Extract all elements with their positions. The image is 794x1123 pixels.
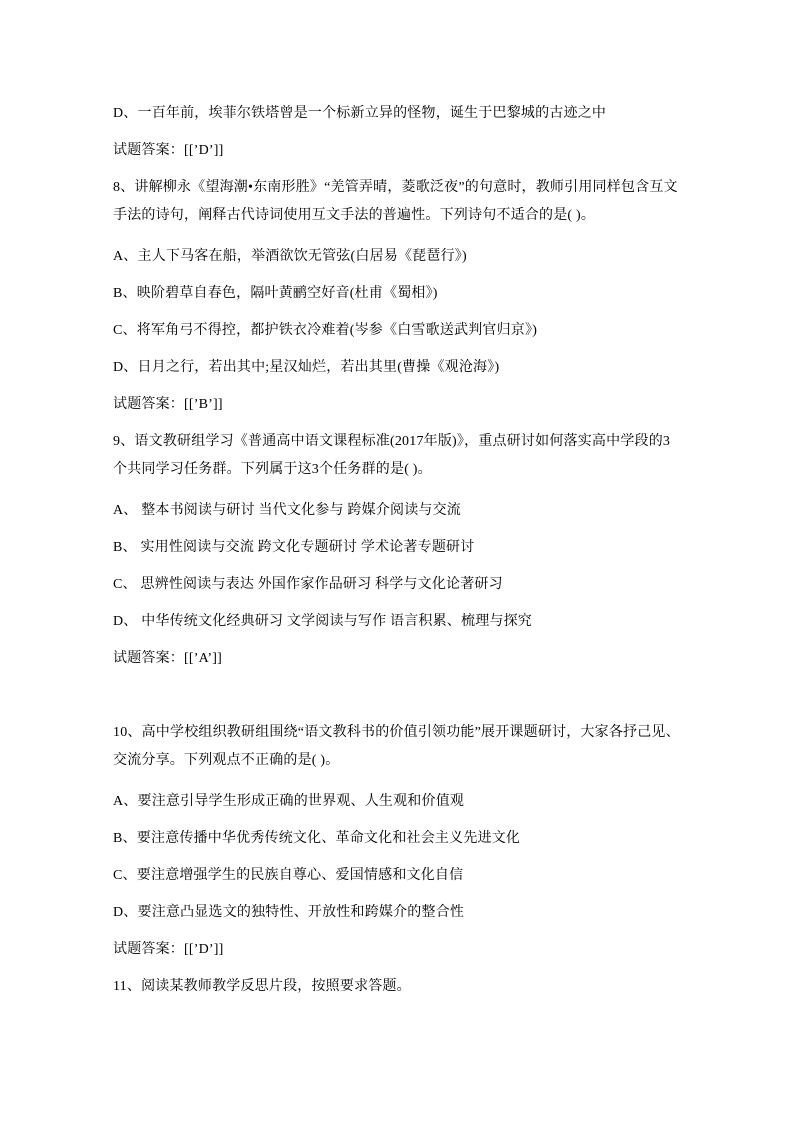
blank-line [113,682,682,710]
option-line: B、 实用性阅读与交流 跨文化专题研讨 学术论著专题研讨 [113,540,475,555]
question-stem: 8、讲解柳永《望海潮•东南形胜》“羌管弄晴，菱歌泛夜”的句意时，教师引用同样包含互文手法的诗句，阐释古代诗词使用互文手法的普遍性。下列诗句不适合的是( )。 [113,180,678,223]
option-line: B、要注意传播中华优秀传统文化、革命文化和社会主义先进文化 [113,831,521,846]
answer-line: 试题答案：[[’D’]] [113,143,224,158]
answer-line: 试题答案：[[’A’]] [113,651,222,666]
question-stem: 11、阅读某教师教学反思片段，按照要求答题。 [113,979,411,994]
question-block [113,719,682,964]
option-line: D、一百年前，埃菲尔铁塔曾是一个标新立异的怪物，诞生于巴黎城的古迹之中 [113,106,607,121]
option-line: A、要注意引导学生形成正确的世界观、人生观和价值观 [113,794,465,809]
option-line: D、要注意凸显选文的独特性、开放性和跨媒介的整合性 [113,905,465,920]
question-list [113,174,682,964]
option-line: A、 整本书阅读与研讨 当代文化参与 跨媒介阅读与交流 [113,503,462,518]
option-line: B、映阶碧草自春色，隔叶黄鹂空好音(杜甫《蜀相》) [113,286,438,301]
option-line: C、要注意增强学生的民族自尊心、爱国情感和文化自信 [113,868,464,883]
question-stem: 9、语文教研组学习《普通高中语文课程标准(2017年版)》，重点研讨如何落实高中学段的3个共同学习任务群。下列属于这3个任务群的是( )。 [113,434,671,477]
option-line: D、日月之行，若出其中;星汉灿烂，若出其里(曹操《观沧海》) [113,360,500,375]
answer-line: 试题答案：[[’D’]] [113,942,224,957]
answer-line: 试题答案：[[’B’]] [113,397,223,412]
question-stem: 10、高中学校组织教研组围绕“语文教科书的价值引领功能”展开课题研讨，大家各抒己见、交流分享。下列观点不正确的是( )。 [113,725,680,768]
option-line: C、将军角弓不得控，都护铁衣冷难着(岑参《白雪歌送武判官归京》) [113,323,538,338]
option-line: D、 中华传统文化经典研习 文学阅读与写作 语言积累、梳理与探究 [113,614,533,629]
question-block [113,428,682,673]
option-line: C、 思辨性阅读与表达 外国作家作品研习 科学与文化论著研习 [113,577,503,592]
option-line: A、主人下马客在船，举酒欲饮无管弦(白居易《琵琶行》) [113,249,467,264]
question-block [113,174,682,419]
